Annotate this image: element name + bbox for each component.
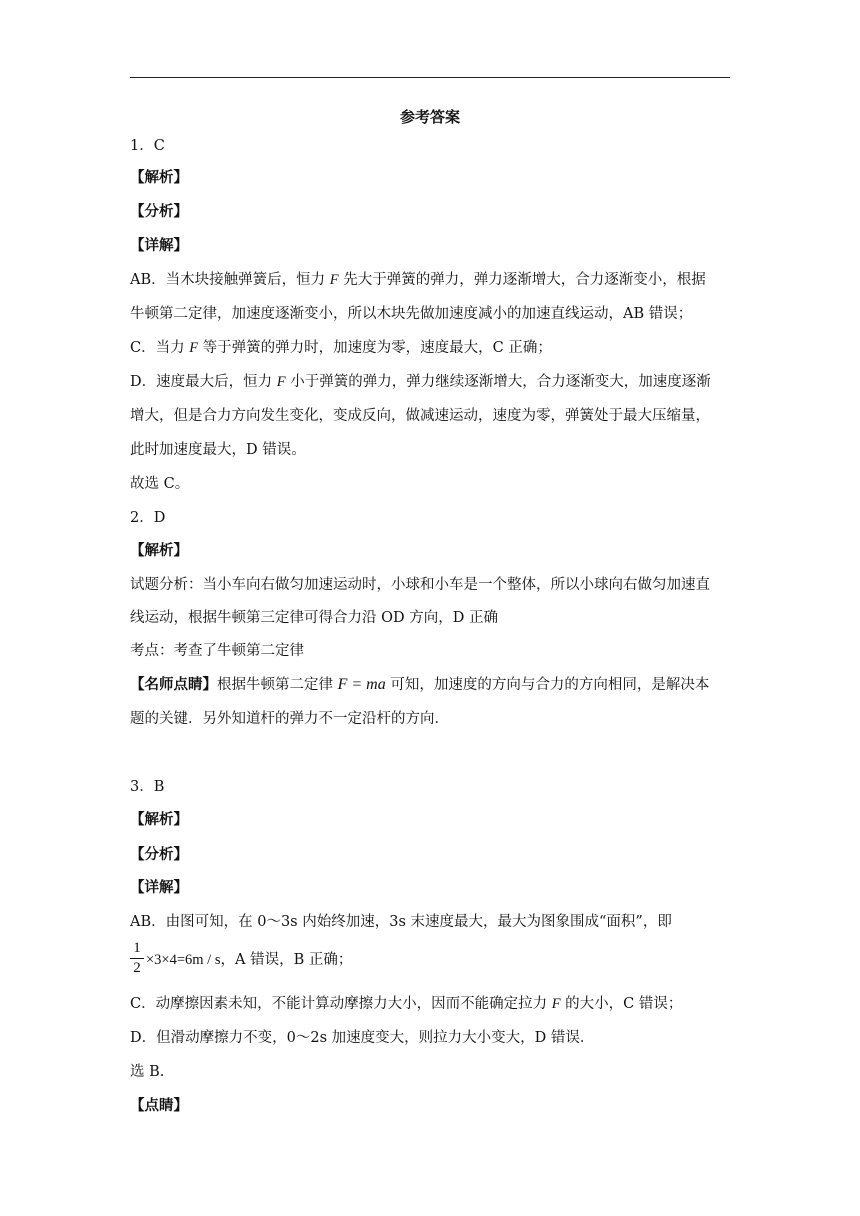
q2-tip-line-2: 题的关键．另外知道杆的弹力不一定沿杆的方向． <box>130 711 449 727</box>
q3-fenxi-heading: 【分析】 <box>130 846 188 863</box>
q3-c-line: C．动摩擦因素未知，不能计算动摩擦力大小，因而不能确定拉力 F 的大小，C 错误； <box>130 996 683 1012</box>
q2-jiexi-heading: 【解析】 <box>130 542 188 559</box>
q3-jiexi-heading: 【解析】 <box>130 811 188 828</box>
q1-ab-line-1: AB．当木块接触弹簧后，恒力 F 先大于弹簧的弹力，弹力逐渐增大，合力逐渐变小，根据 <box>130 272 706 288</box>
q3-ab-line-1: AB．由图可知，在 0～3s 内始终加速，3s 末速度最大，最大为图象围成“面积”，即 <box>130 914 672 930</box>
q3-d-line: D．但滑动摩擦力不变，0～2s 加速度变大，则拉力大小变大，D 错误． <box>130 1030 595 1046</box>
q1-xiangjie-heading: 【详解】 <box>130 237 188 254</box>
q1-c-line: C．当力 F 等于弹簧的弹力时，加速度为零，速度最大，C 正确； <box>130 340 552 356</box>
var-f: F <box>329 272 339 288</box>
formula-f-ma: F = ma <box>337 676 386 693</box>
q2-answer: 2．D <box>130 510 166 526</box>
var-f: F <box>189 340 199 356</box>
q2-kaodian: 考点：考查了牛顿第二定律 <box>130 643 304 659</box>
page-title: 参考答案 <box>399 108 460 126</box>
q1-ab-line-2: 牛顿第二定律，加速度逐渐变小，所以木块先做加速度减小的加速直线运动，AB 错误； <box>130 306 693 322</box>
q3-ab-line-2: ×3×4=6m / s，A 错误，B 正确； <box>146 952 353 968</box>
q1-jiexi-heading: 【解析】 <box>130 169 188 186</box>
q3-choice: 选 B. <box>130 1064 165 1080</box>
q1-d-line-2: 增大，但是合力方向发生变化，变成反向，做减速运动，速度为零，弹簧处于最大压缩量， <box>130 408 710 424</box>
q3-xiangjie-heading: 【详解】 <box>130 879 188 896</box>
fraction-one-half <box>130 940 144 977</box>
q1-choice: 故选 C。 <box>130 476 190 492</box>
q2-analysis-line-1: 试题分析：当小车向右做匀加速运动时，小球和小车是一个整体，所以小球向右做匀加速直 <box>130 577 710 593</box>
q1-fenxi-heading: 【分析】 <box>130 203 188 220</box>
fraction-denominator: 2 <box>133 960 141 976</box>
header-rule <box>130 77 730 78</box>
q1-answer: 1．C <box>130 138 165 154</box>
var-f: F <box>551 996 561 1012</box>
q2-analysis-line-2: 线运动，根据牛顿第三定律可得合力沿 OD 方向，D 正确 <box>130 610 498 626</box>
q3-answer: 3．B <box>130 779 165 795</box>
q1-d-line-3: 此时加速度最大，D 错误。 <box>130 442 306 458</box>
q1-d-line-1: D．速度最大后，恒力 F 小于弹簧的弹力，弹力继续逐渐增大，合力逐渐变大，加速度逐渐 <box>130 374 711 390</box>
formula-velocity: ×3×4=6m / s <box>146 952 221 968</box>
q2-tip-tag: 【名师点睛】 <box>130 676 217 693</box>
var-f: F <box>276 374 286 390</box>
q2-tip-line-1: 【名师点睛】根据牛顿第二定律 F = ma 可知，加速度的方向与合力的方向相同，是解决本 <box>130 676 710 693</box>
fraction-numerator: 1 <box>133 940 141 956</box>
q3-dianjing-heading: 【点睛】 <box>130 1097 188 1114</box>
